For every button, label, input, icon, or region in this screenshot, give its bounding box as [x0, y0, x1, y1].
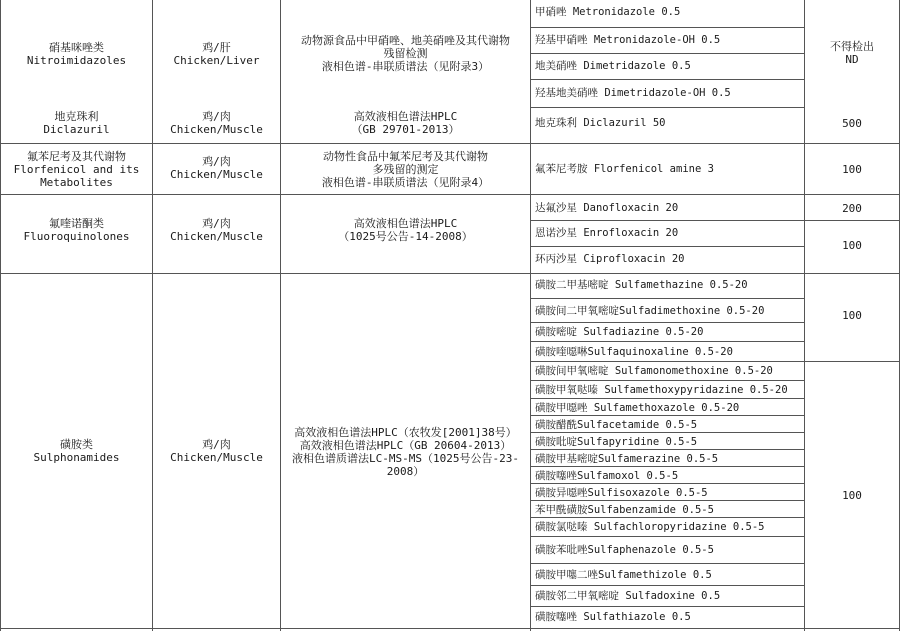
cell-separator [530, 415, 805, 416]
limit-cell [805, 201, 899, 215]
limit-cell [805, 162, 899, 176]
tissue-cn: 鸡/肉 [202, 155, 231, 168]
method-line: 液相色谱-串联质谱法（见附录3） [321, 59, 490, 73]
tissue-en: Chicken/Muscle [170, 168, 263, 181]
analyte-item: 磺胺间二甲氧嘧啶Sulfadimethoxine 0.5-20 [535, 305, 765, 317]
tissue-cn: 鸡/肉 [202, 217, 231, 230]
analyte-item: 磺胺甲氧哒嗪 Sulfamethoxypyridazine 0.5-20 [535, 384, 788, 396]
analyte-item: 磺胺苯吡唑Sulfaphenazole 0.5-5 [535, 544, 714, 556]
analyte-item: 磺胺醋酰Sulfacetamide 0.5-5 [535, 419, 698, 431]
method-cell [281, 108, 530, 138]
cell-separator [530, 298, 805, 299]
analyte-item: 磺胺喹噁啉Sulfaquinoxaline 0.5-20 [535, 346, 733, 358]
cell-separator [530, 27, 805, 28]
limit-value: 200 [842, 201, 862, 215]
analyte-item: 磺胺噻唑 Sulfathiazole 0.5 [535, 611, 691, 623]
method-line: 残留检测 [383, 46, 428, 60]
compound-name-cn: 氟苯尼考及其代谢物 [27, 149, 126, 163]
cell-separator [530, 398, 805, 399]
method-line: （GB 29701-2013） [351, 123, 460, 136]
compound-cell [1, 108, 152, 138]
analyte-item: 磺胺氯哒嗪 Sulfachloropyridazine 0.5-5 [535, 521, 765, 533]
analyte-item: 环丙沙星 Ciprofloxacin 20 [535, 253, 685, 265]
cell-separator [530, 220, 900, 221]
tissue-cn: 鸡/肉 [202, 110, 231, 123]
tissue-cell [153, 215, 280, 245]
row-separator [0, 194, 900, 195]
row-separator [0, 273, 900, 274]
limit-value: ND [845, 53, 859, 66]
method-line: 液相色谱-串联质谱法（见附录4） [321, 175, 490, 189]
cell-separator [530, 361, 900, 362]
cell-separator [530, 79, 805, 80]
cell-separator [530, 449, 805, 450]
analyte-item: 羟基地美硝唑 Dimetridazole-OH 0.5 [535, 87, 731, 99]
analyte-item: 磺胺邻二甲氧嘧啶 Sulfadoxine 0.5 [535, 590, 721, 602]
cell-separator [530, 322, 805, 323]
method-line: 高效液相色谱法HPLC [353, 110, 458, 123]
method-cell [281, 30, 530, 76]
method-line: 2008） [386, 465, 425, 478]
method-line: 多残留的测定 [372, 162, 439, 176]
compound-cell [1, 436, 152, 466]
analyte-item: 磺胺甲基嘧啶Sulfamerazine 0.5-5 [535, 453, 719, 465]
cell-separator [530, 585, 805, 586]
limit-cell [805, 308, 899, 322]
limit-value: 100 [842, 308, 862, 322]
cell-separator [530, 341, 805, 342]
compound-name-cn: 磺胺类 [60, 438, 93, 451]
limit-cell [805, 238, 899, 252]
method-line: （1025号公告-14-2008） [338, 230, 473, 243]
analyte-item: 磺胺噻唑Sulfamoxol 0.5-5 [535, 470, 679, 482]
limit-value: 不得检出 [830, 40, 874, 53]
analyte-item: 磺胺吡啶Sulfapyridine 0.5-5 [535, 436, 698, 448]
cell-separator [530, 483, 805, 484]
grid-line [0, 0, 1, 631]
cell-separator [530, 606, 805, 607]
cell-separator [530, 466, 805, 467]
compound-name-cn: 硝基咪唑类 [49, 41, 104, 54]
compound-name-en: Fluoroquinolones [23, 230, 130, 243]
analyte-item: 磺胺二甲基嘧啶 Sulfamethazine 0.5-20 [535, 279, 748, 291]
analyte-item: 地克珠利 Diclazuril 50 [535, 117, 666, 129]
limit-value: 100 [842, 162, 862, 176]
compound-name-en: Metabolites [40, 175, 113, 189]
method-cell [281, 146, 530, 192]
compound-cell [1, 215, 152, 245]
cell-separator [530, 107, 805, 108]
limit-cell [805, 488, 899, 502]
analyte-item: 氟苯尼考胺 Florfenicol amine 3 [535, 163, 714, 175]
grid-line [280, 0, 281, 631]
cell-separator [530, 500, 805, 501]
compound-name-en: Sulphonamides [33, 451, 120, 464]
tissue-en: Chicken/Muscle [170, 451, 263, 464]
analyte-item: 磺胺间甲氧嘧啶 Sulfamonomethoxine 0.5-20 [535, 365, 773, 377]
method-cell [281, 215, 530, 245]
analyte-item: 磺胺异噁唑Sulfisoxazole 0.5-5 [535, 487, 708, 499]
analyte-item: 磺胺甲噻二唑Sulfamethizole 0.5 [535, 569, 712, 581]
cell-separator [530, 246, 805, 247]
tissue-cn: 鸡/肝 [202, 41, 231, 54]
cell-separator [530, 563, 805, 564]
limit-value: 100 [842, 238, 862, 252]
compound-cell [1, 38, 152, 70]
analyte-item: 地美硝唑 Dimetridazole 0.5 [535, 60, 691, 72]
compound-name-en: Nitroimidazoles [26, 54, 127, 67]
analyte-item: 达氟沙星 Danofloxacin 20 [535, 202, 679, 214]
method-cell [281, 423, 530, 481]
compound-name-cn: 氟喹诺酮类 [49, 217, 104, 230]
limit-value: 500 [842, 116, 862, 130]
method-line: 高效液相色谱法HPLC（GB 20604-2013） [299, 439, 512, 452]
tissue-en: Chicken/Muscle [170, 123, 263, 136]
analyte-item: 磺胺甲噁唑 Sulfamethoxazole 0.5-20 [535, 402, 740, 414]
analyte-item: 羟基甲硝唑 Metronidazole-OH 0.5 [535, 34, 721, 46]
limit-cell [805, 37, 899, 69]
compound-name-cn: 地克珠利 [54, 110, 99, 123]
method-line: 高效液相色谱法HPLC（农牧发[2001]38号） [294, 426, 517, 439]
tissue-cell [153, 38, 280, 70]
analyte-item: 恩诺沙星 Enrofloxacin 20 [535, 227, 679, 239]
method-line: 动物源食品中甲硝唑、地美硝唑及其代谢物 [301, 33, 510, 47]
analyte-item: 甲硝唑 Metronidazole 0.5 [535, 6, 681, 18]
cell-separator [530, 53, 805, 54]
compound-name-en: Diclazuril [43, 123, 110, 136]
row-separator [0, 628, 900, 629]
compound-name-en: Florfenicol and its [13, 162, 140, 176]
cell-separator [530, 517, 805, 518]
tissue-cell [153, 436, 280, 466]
cell-separator [530, 536, 805, 537]
method-line: 高效液相色谱法HPLC [353, 217, 458, 230]
compound-cell [1, 146, 152, 192]
cell-separator [530, 432, 805, 433]
tissue-en: Chicken/Muscle [170, 230, 263, 243]
tissue-cell [153, 108, 280, 138]
tissue-cn: 鸡/肉 [202, 438, 231, 451]
analyte-item: 苯甲酰磺胺Sulfabenzamide 0.5-5 [535, 504, 714, 516]
method-line: 动物性食品中氟苯尼考及其代谢物 [323, 149, 488, 163]
tissue-cell [153, 152, 280, 184]
limit-value: 100 [842, 488, 862, 502]
grid-line [152, 0, 153, 631]
cell-separator [530, 380, 805, 381]
analyte-item: 磺胺嘧啶 Sulfadiazine 0.5-20 [535, 326, 704, 338]
row-separator [0, 143, 900, 144]
tissue-en: Chicken/Liver [173, 54, 260, 67]
method-line: 液相色谱质谱法LC-MS-MS（1025号公告-23- [292, 452, 519, 465]
limit-cell [805, 116, 899, 130]
